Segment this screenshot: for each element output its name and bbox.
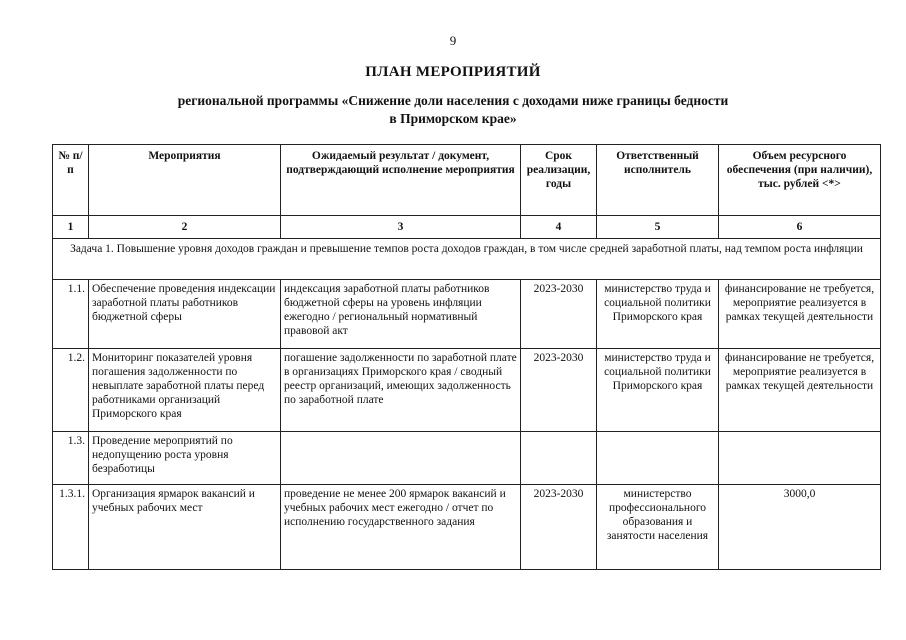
header-num: № п/п bbox=[53, 145, 89, 216]
row-term: 2023-2030 bbox=[521, 280, 597, 349]
task-heading: Задача 1. Повышение уровня доходов граждан и превышение темпов роста доходов граждан, в том числе средней заработной платы, над темпом роста инфляции bbox=[53, 239, 881, 280]
table-row bbox=[53, 432, 881, 485]
row-executor: министерство труда и социальной политики Приморского края bbox=[597, 280, 719, 349]
table-row bbox=[53, 485, 881, 570]
row-funding: финансирование не требуется, мероприятие реализуется в рамках текущей деятельности bbox=[719, 280, 881, 349]
table-row bbox=[53, 280, 881, 349]
table-header-row bbox=[53, 145, 881, 216]
row-executor bbox=[597, 432, 719, 485]
row-num: 1.1. bbox=[53, 280, 89, 349]
row-funding: финансирование не требуется, мероприятие реализуется в рамках текущей деятельности bbox=[719, 349, 881, 432]
header-funding: Объем ресурсного обеспечения (при наличии), тыс. рублей <*> bbox=[719, 145, 881, 216]
column-number: 2 bbox=[89, 216, 281, 239]
row-executor: министерство профессионального образования и занятости населения bbox=[597, 485, 719, 570]
document-subtitle bbox=[0, 92, 906, 128]
row-result: погашение задолженности по заработной плате в организациях Приморского края / сводный реестр организаций, имеющих задолженность по заработной плате bbox=[281, 349, 521, 432]
header-result: Ожидаемый результат / документ, подтверждающий исполнение мероприятия bbox=[281, 145, 521, 216]
subtitle-line-2: в Приморском крае» bbox=[389, 111, 517, 126]
column-number: 3 bbox=[281, 216, 521, 239]
row-term: 2023-2030 bbox=[521, 349, 597, 432]
subtitle-line-1: региональной программы «Снижение доли населения с доходами ниже границы бедности bbox=[177, 93, 729, 108]
row-event: Проведение мероприятий по недопущению роста уровня безработицы bbox=[89, 432, 281, 485]
task-row bbox=[53, 239, 881, 280]
row-num: 1.3. bbox=[53, 432, 89, 485]
row-event: Мониторинг показателей уровня погашения задолженности по невыплате заработной платы перед работниками организаций Приморского края bbox=[89, 349, 281, 432]
column-number-row bbox=[53, 216, 881, 239]
row-result: проведение не менее 200 ярмарок вакансий и учебных рабочих мест ежегодно / отчет по исполнению государственного задания bbox=[281, 485, 521, 570]
row-executor: министерство труда и социальной политики Приморского края bbox=[597, 349, 719, 432]
header-event: Мероприятия bbox=[89, 145, 281, 216]
header-term: Срок реализации, годы bbox=[521, 145, 597, 216]
table-row bbox=[53, 349, 881, 432]
row-num: 1.2. bbox=[53, 349, 89, 432]
row-funding bbox=[719, 432, 881, 485]
row-term bbox=[521, 432, 597, 485]
row-term: 2023-2030 bbox=[521, 485, 597, 570]
row-event: Обеспечение проведения индексации заработной платы работников бюджетной сферы bbox=[89, 280, 281, 349]
column-number: 5 bbox=[597, 216, 719, 239]
page-number: 9 bbox=[449, 33, 457, 48]
document-title: ПЛАН МЕРОПРИЯТИЙ bbox=[365, 64, 541, 80]
column-number: 6 bbox=[719, 216, 881, 239]
row-result: индексация заработной платы работников бюджетной сферы на уровень инфляции ежегодно / региональный нормативный правовой акт bbox=[281, 280, 521, 349]
row-event: Организация ярмарок вакансий и учебных рабочих мест bbox=[89, 485, 281, 570]
row-result bbox=[281, 432, 521, 485]
row-funding: 3000,0 bbox=[719, 485, 881, 570]
row-num: 1.3.1. bbox=[53, 485, 89, 570]
action-plan-table bbox=[52, 144, 881, 570]
column-number: 4 bbox=[521, 216, 597, 239]
column-number: 1 bbox=[53, 216, 89, 239]
header-executor: Ответственный исполнитель bbox=[597, 145, 719, 216]
